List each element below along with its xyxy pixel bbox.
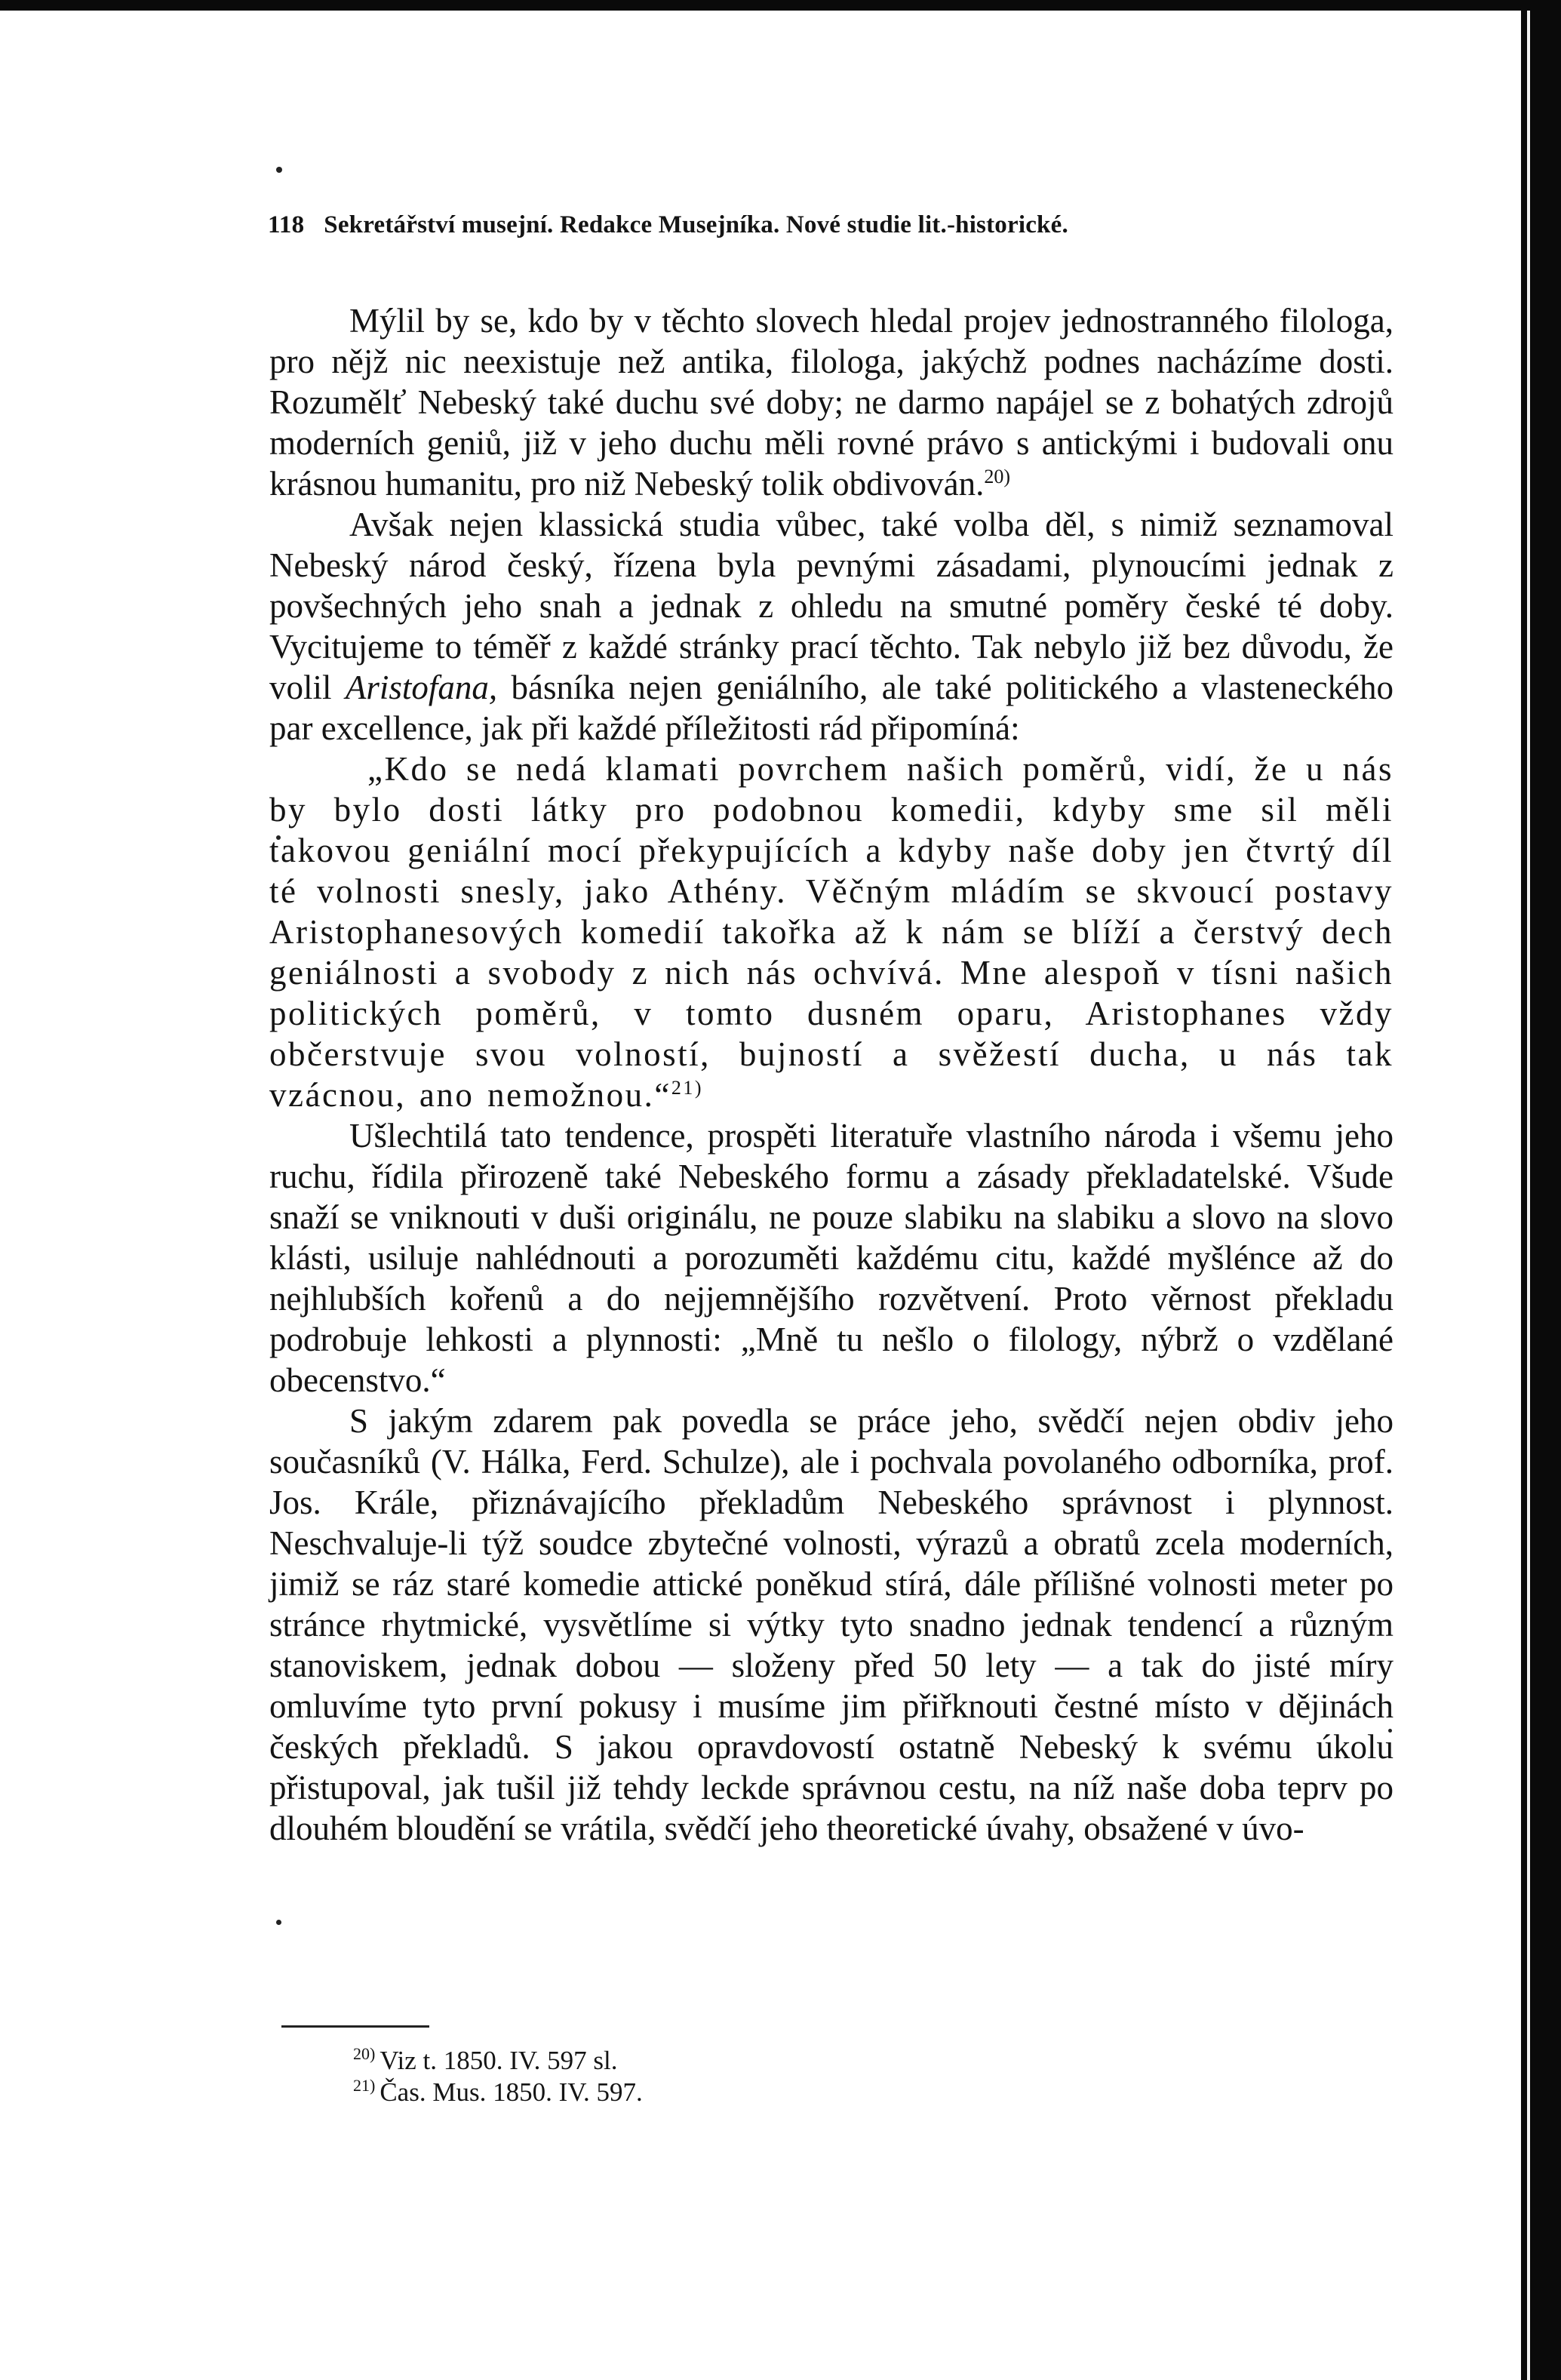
quotation-text: „Kdo se nedá klamati povrchem našich poměrů, vidí, že u nás by bylo dosti látky pro podobnou komedii, kdyby sme sil měli takovou geniální mocí překypujících a kdyby naše doby jen čtvrtý díl té volnosti snesly, jako Athény. Věčným mládím se skvoucí postavy Aristophanesových komedií takořka až k nám se blíží a čerstvý dech geniálnosti a svobody z nich nás ochvívá. Mne alespoň v tísni našich politických poměrů, v tomto dusném oparu, Aristophanes vždy občerstvuje svou volností, bujností a svěžestí ducha, u nás tak vzácnou, ano nemožnou.“	[269, 750, 1394, 1114]
paragraph-text: Avšak nejen klassická studia vůbec, také volba děl, s nimiž seznamoval Nebeský národ český, řízena byla pevnými zásadami, plynoucími jednak z povšechných jeho snah a jednak z ohledu na smutné poměry české té doby. Vycitujeme to téměř z každé stránky prací těchto. Tak nebylo již bez důvodu, že volil	[269, 506, 1394, 706]
emphasis-aristofana: Aristofana,	[345, 669, 498, 706]
footnotes	[353, 2045, 1108, 2108]
scan-border-top	[0, 0, 1561, 11]
footnote-mark: 21)	[353, 2076, 376, 2096]
paragraph-1	[269, 300, 1394, 504]
footnote-ref-21: 21)	[671, 1077, 703, 1099]
paragraph-text: básníka nejen geniálního, ale také politického a vlasteneckého par excellence, jak při každé příležitosti rád připomíná:	[269, 669, 1394, 747]
running-title: Sekretářství musejní. Redakce Musejníka. Nové studie lit.-historické.	[324, 211, 1068, 238]
paragraph-text: Ušlechtilá tato tendence, prospěti literatuře vlastního národa i všemu jeho ruchu, řídila přirozeně také Nebeského formu a zásady překladatelské. Všude snaží se vniknouti v duši originálu, ne pouze slabiku na slabiku a slovo na slovo klásti, usiluje nahlédnouti a porozuměti každému citu, každé myšlénce až do nejhlubších kořenů a do nejjemnějšího rozvětvení. Proto věrnost překladu podrobuje lehkosti a plynnosti: „Mně tu nešlo o filology, nýbrž o vzdělané obecenstvo.“	[269, 1117, 1394, 1399]
footnote-separator	[281, 2025, 429, 2028]
main-text	[269, 300, 1394, 1849]
paragraph-text: Mýlil by se, kdo by v těchto slovech hledal projev jednostranného filologa, pro nějž nic neexistuje než antika, filologa, jakýchž podnes nacházíme dosti. Rozumělť Nebeský také duchu své doby; ne darmo napájel se z bohatých zdrojů moderních geniů, již v jeho duchu měli rovné právo s antickými i budovali onu krásnou humanitu, pro niž Nebeský tolik obdivován.	[269, 302, 1394, 503]
footnote-21	[353, 2077, 1108, 2108]
running-header	[268, 211, 1324, 239]
paragraph-text: S jakým zdarem pak povedla se práce jeho, svědčí nejen obdiv jeho současníků (V. Hálka, Ferd. Schulze), ale i pochvala povolaného odborníka, prof. Jos. Krále, přiznávajícího překladům Nebeského správnost i plynnost. Neschvaluje-li týž soudce zbytečné volnosti, výrazů a obratů zcela moderních, jimiž se ráz staré komedie attické poněkud stírá, dále přílišné volnosti meter po stránce rhytmické, vysvětlíme si výtky tyto snadno jednak tendencí a různým stanoviskem, jednak dobou — složeny před 50 lety — a tak do jisté míry omluvíme tyto první pokusy i musíme jim přiřknouti čestné místo v dějinách českých překladů. S jakou opravdovostí ostatně Nebeský k svému úkolu přistupoval, jak tušil již tehdy leckde správnou cestu, na níž naše doba teprv po dlouhém bloudění se vrátila, svědčí jeho theoretické úvahy, obsažené v úvo-	[269, 1402, 1394, 1847]
paragraph-4	[269, 1115, 1394, 1401]
quotation-paragraph	[269, 749, 1394, 1115]
paragraph-2	[269, 504, 1394, 749]
footnote-mark: 20)	[353, 2044, 376, 2064]
footnote-ref-20: 20)	[984, 466, 1011, 487]
footnote-text: Čas. Mus. 1850. IV. 597.	[379, 2077, 643, 2107]
paragraph-5	[269, 1401, 1394, 1849]
page-number: 118	[268, 211, 305, 238]
scan-speck	[276, 167, 282, 173]
scan-speck	[276, 1920, 281, 1925]
scan-border-highlight	[1527, 11, 1530, 2380]
footnote-20	[353, 2045, 1108, 2077]
footnote-text: Viz t. 1850. IV. 597 sl.	[379, 2046, 618, 2075]
